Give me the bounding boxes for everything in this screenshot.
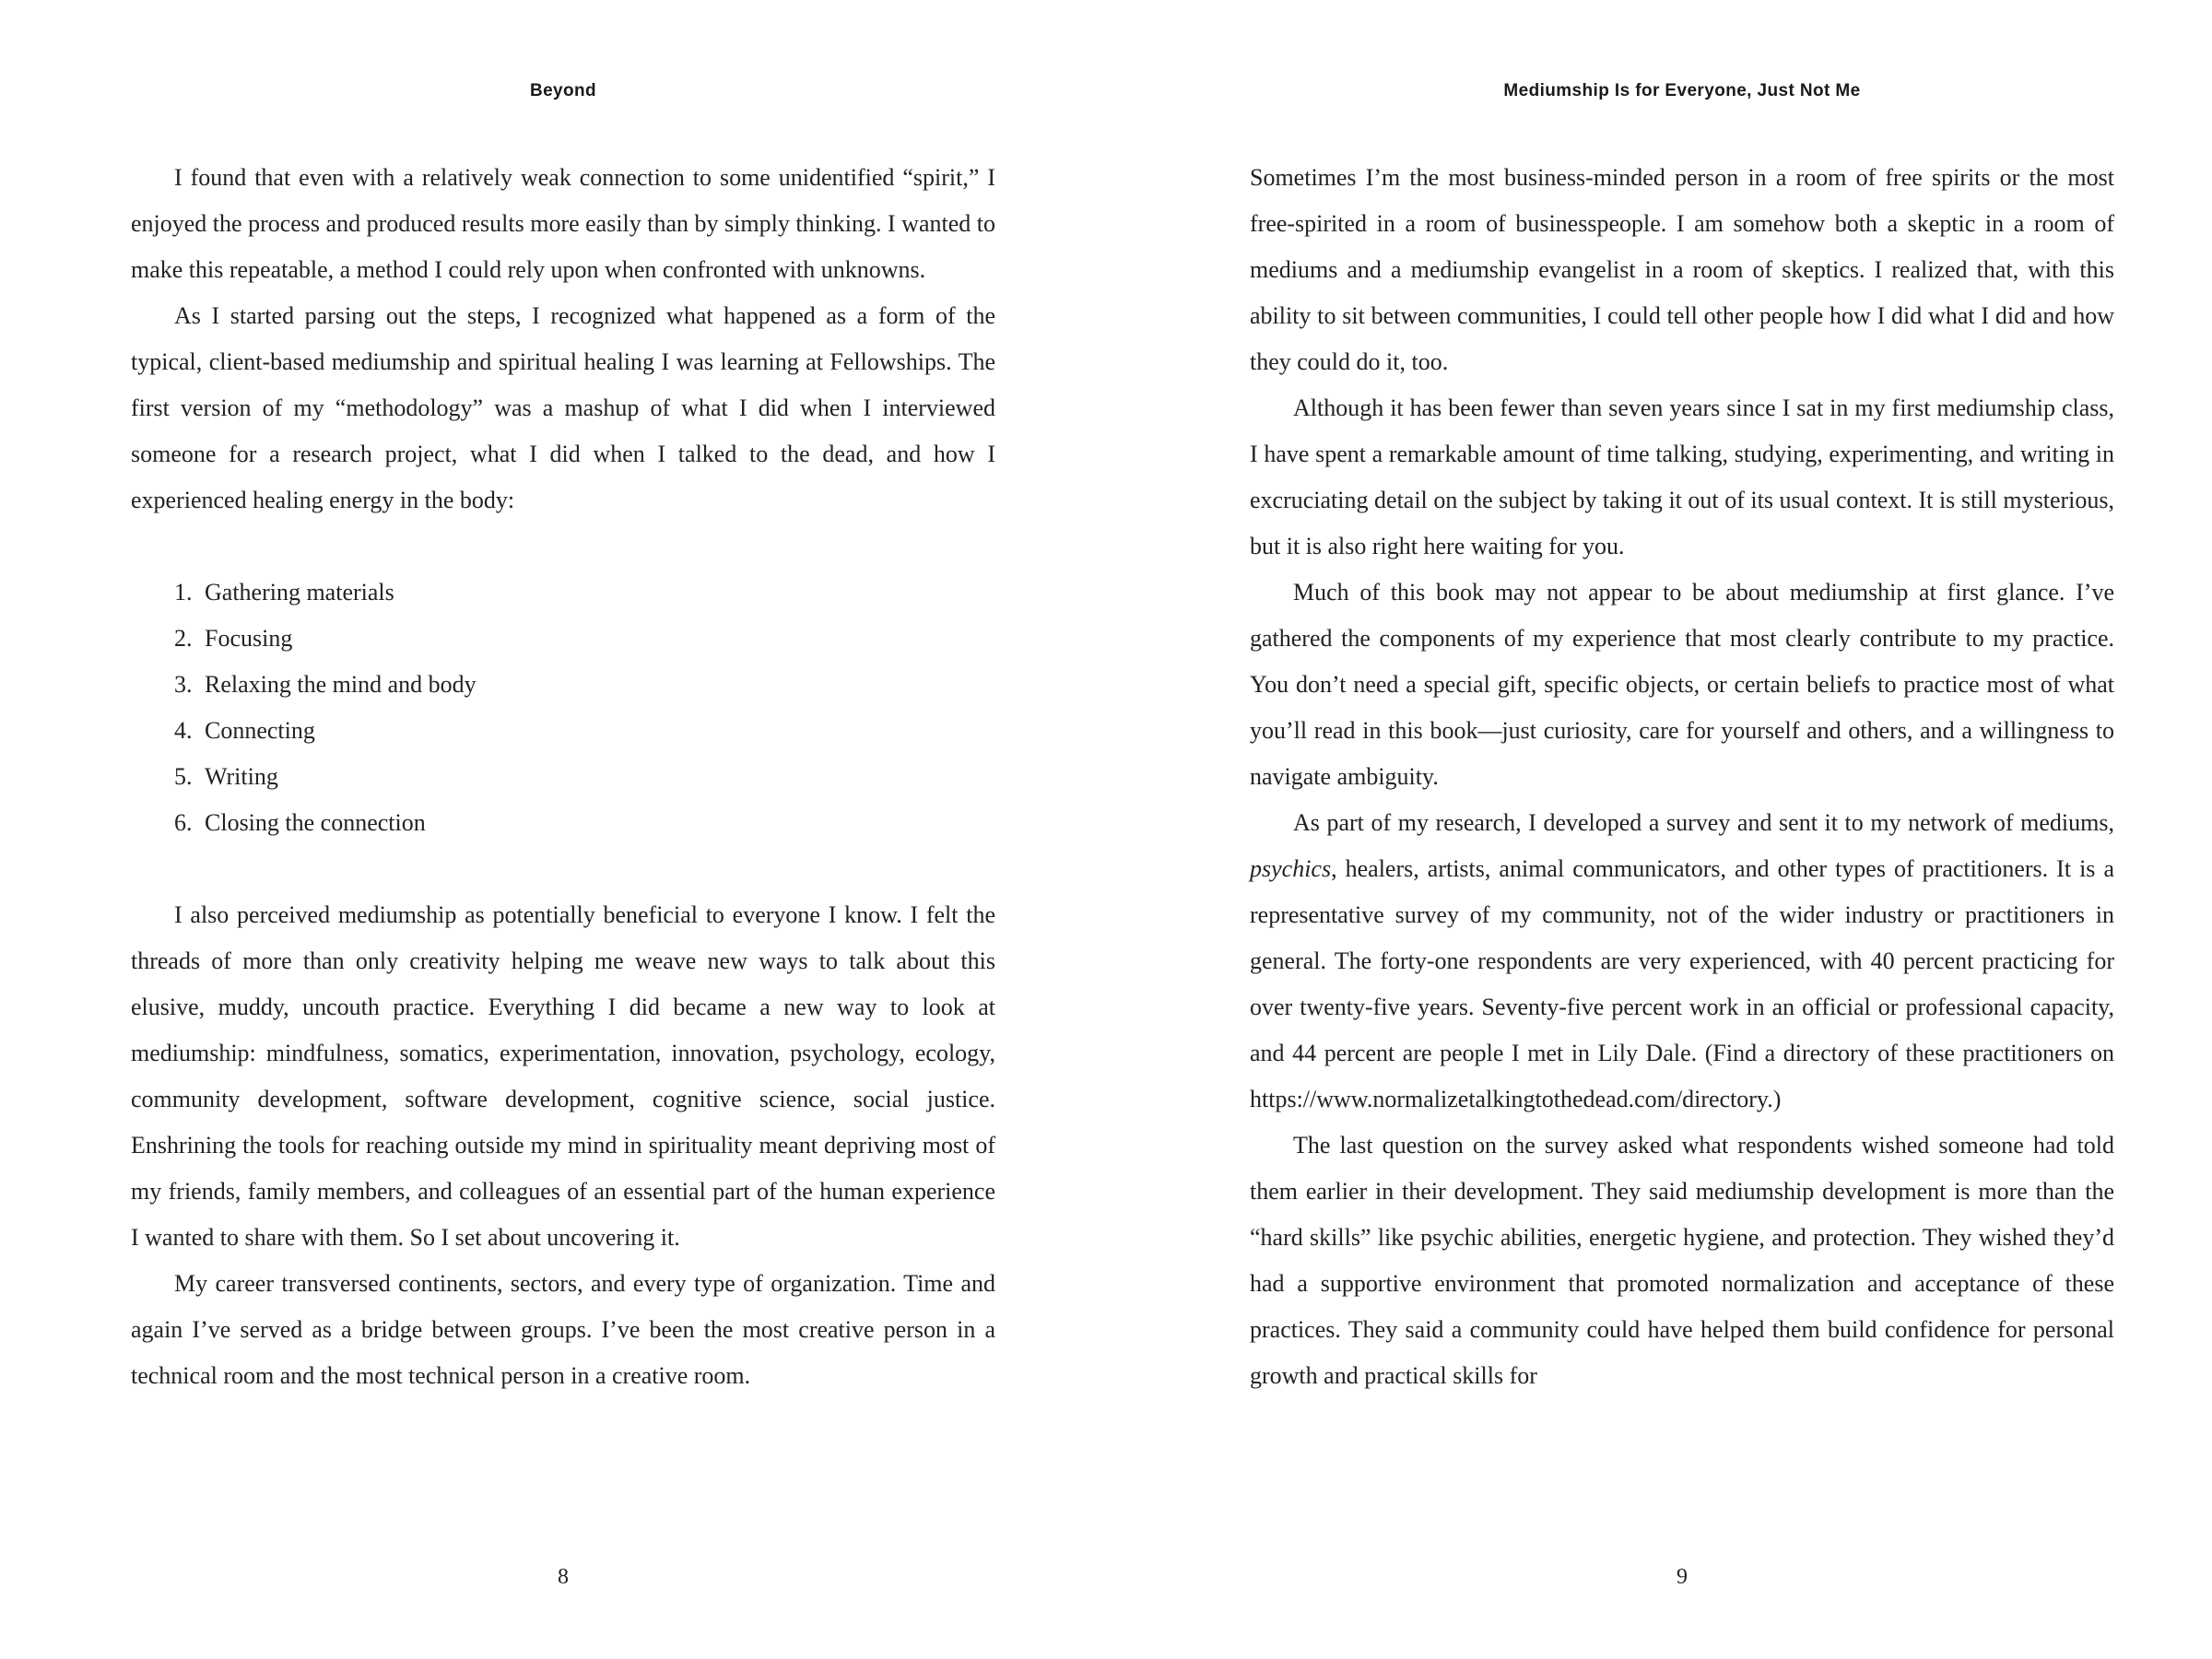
paragraph: My career transversed continents, sectors, and every type of organization. Time and again I’ve served as a bridge between groups. I’ve been the most creative person in a technical room and the most technical person in a creative room. xyxy=(131,1270,995,1389)
list-item xyxy=(131,570,995,616)
paragraph xyxy=(1250,800,2114,1123)
list-item-text: Gathering materials xyxy=(205,579,394,606)
right-text-block xyxy=(1250,155,2114,1399)
list-item-text: Closing the connection xyxy=(205,809,426,836)
right-page xyxy=(1106,0,2212,1659)
list-item-number: 5. xyxy=(174,763,193,790)
left-text-block xyxy=(131,155,995,1399)
list-item-number: 4. xyxy=(174,717,193,744)
list-item-number: 1. xyxy=(174,579,193,606)
page-number-left: 8 xyxy=(558,1565,569,1589)
paragraph: The last question on the survey asked what respondents wished someone had told them earlier in their development. They said mediumship development is more than the “hard skills” like psychic abilities, energetic hygiene, and protection. They wished they’d had a supportive environment that promoted normalization and acceptance of these practices. They said a community could have helped them build confidence for personal growth and practical skills for xyxy=(1250,1132,2114,1389)
list-item-number: 6. xyxy=(174,809,193,836)
paragraph: Although it has been fewer than seven years since I sat in my first mediumship class, I have spent a remarkable amount of time talking, studying, experimenting, and writing in excruciating detail on the subject by taking it out of its usual context. It is still mysterious, but it is also right here waiting for you. xyxy=(1250,394,2114,559)
list-item-number: 2. xyxy=(174,625,193,652)
paragraph-segment: As part of my research, I developed a survey and sent it to my network of mediums, xyxy=(1293,809,2114,836)
italic-term: psychics xyxy=(1250,855,1332,882)
paragraph: I also perceived mediumship as potentially beneficial to everyone I know. I felt the threads of more than only creativity helping me weave new ways to talk about this elusive, muddy, uncouth practice. Everything I did became a new way to look at mediumship: mindfulness, somatics, experimentation, innovation, psychology, ecology, community development, software development, cognitive science, social justice. Enshrining the tools for reaching outside my mind in spirituality meant depriving most of my friends, family members, and colleagues of an essential part of the human experience I wanted to share with them. So I set about uncovering it. xyxy=(131,901,995,1251)
list-item xyxy=(131,616,995,662)
paragraph: As I started parsing out the steps, I recognized what happened as a form of the typical, client-based mediumship and spiritual healing I was learning at Fellowships. The first version of my “methodology” was a mashup of what I did when I interviewed someone for a research project, what I did when I talked to the dead, and how I experienced healing energy in the body: xyxy=(131,302,995,513)
list-item-text: Focusing xyxy=(205,625,293,652)
list-item-number: 3. xyxy=(174,671,193,698)
list-item-text: Relaxing the mind and body xyxy=(205,671,477,698)
list-item-text: Connecting xyxy=(205,717,315,744)
paragraph: Much of this book may not appear to be about mediumship at first glance. I’ve gathered the components of my experience that most clearly contribute to my practice. You don’t need a special gift, specific objects, or certain beliefs to practice most of what you’ll read in this book—just curiosity, care for yourself and others, and a willingness to navigate ambiguity. xyxy=(1250,579,2114,790)
numbered-list xyxy=(131,570,995,846)
list-item-text: Writing xyxy=(205,763,278,790)
running-head-left: Beyond xyxy=(529,81,597,100)
list-item xyxy=(131,754,995,800)
running-head-right: Mediumship Is for Everyone, Just Not Me xyxy=(1503,81,1861,100)
page-number-right: 9 xyxy=(1677,1565,1688,1589)
paragraph: I found that even with a relatively weak connection to some unidentified “spirit,” I enjoyed the process and produced results more easily than by simply thinking. I wanted to make this repeatable, a method I could rely upon when confronted with unknowns. xyxy=(131,164,995,283)
paragraph-segment: , healers, artists, animal communicators, and other types of practitioners. It is a representative survey of my community, not of the wider industry or practitioners in general. The forty-one respondents are very experienced, with 40 percent practicing for over twenty-five years. Seventy-five percent work in an official or professional capacity, and 44 percent are people I met in Lily Dale. (Find a directory of these practitioners on https://www.normalizetalkingtothedead.com/directory.) xyxy=(1250,855,2114,1112)
paragraph: Sometimes I’m the most business-minded person in a room of free spirits or the most free-spirited in a room of businesspeople. I am somehow both a skeptic in a room of mediums and a mediumship evangelist in a room of skeptics. I realized that, with this ability to sit between communities, I could tell other people how I did what I did and how they could do it, too. xyxy=(1250,164,2114,375)
list-item xyxy=(131,662,995,708)
list-item xyxy=(131,708,995,754)
list-item xyxy=(131,800,995,846)
